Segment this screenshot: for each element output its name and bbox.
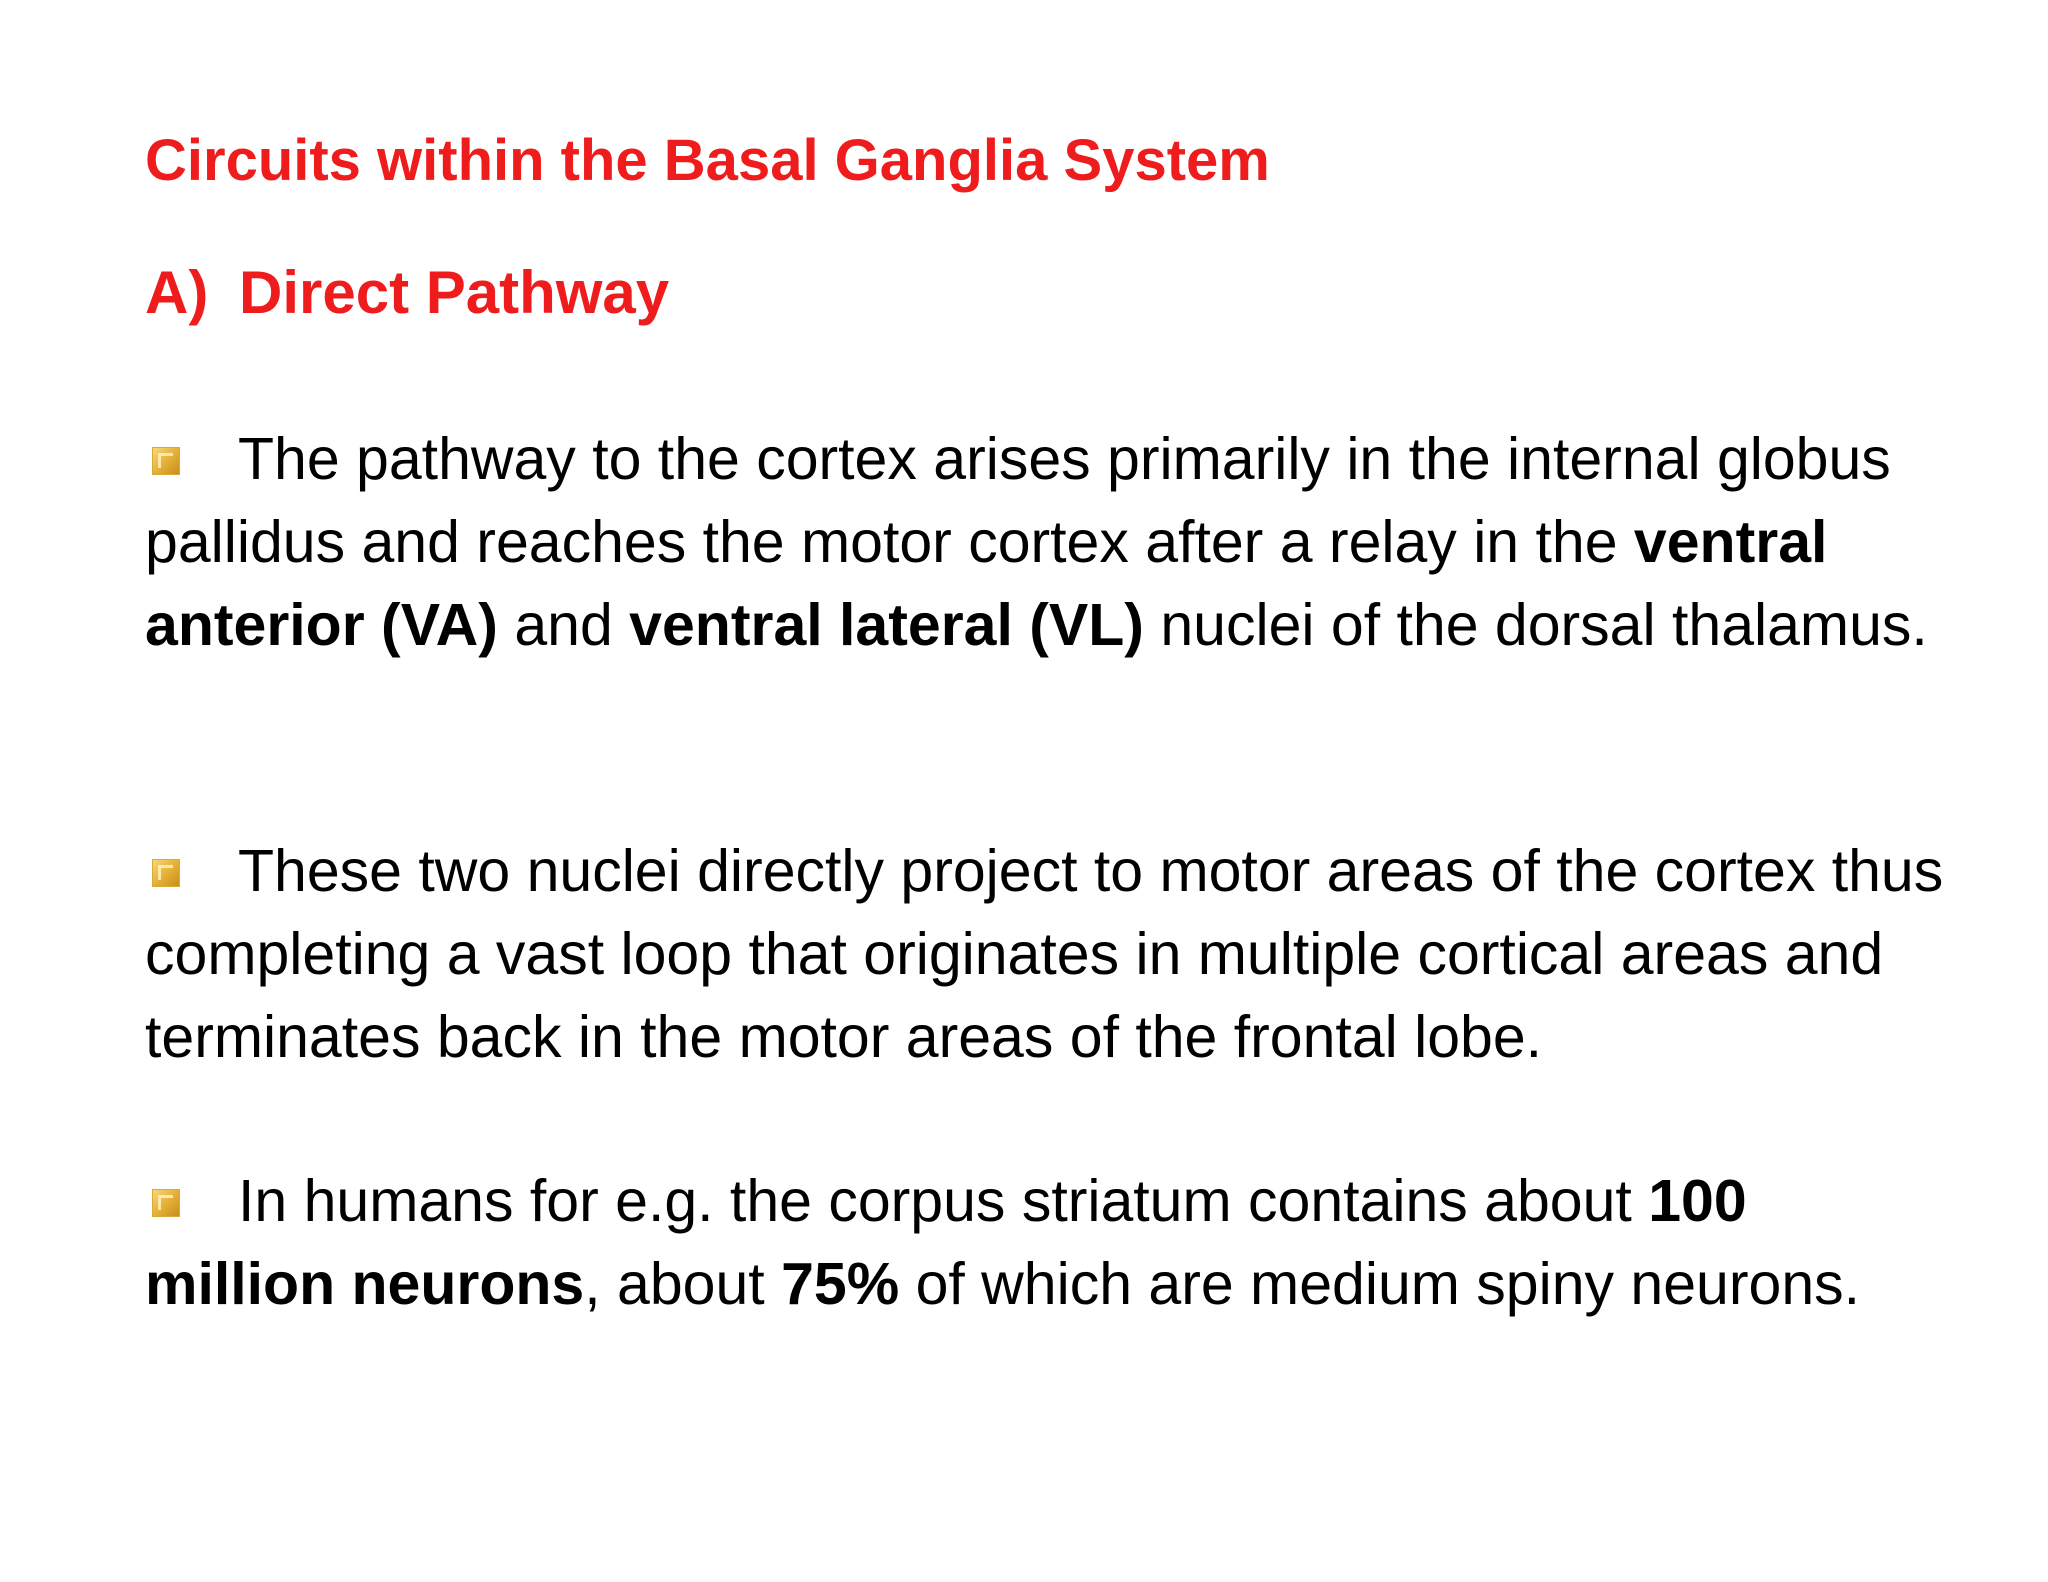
bullet-3-text-part-3: of which are medium spiny neurons. — [899, 1251, 1861, 1317]
bullet-1-bold-ventral-lateral: ventral lateral (VL) — [629, 592, 1144, 658]
bullet-1-text-part-2: and — [497, 592, 630, 658]
square-bullet-icon — [152, 859, 180, 887]
bullet-paragraph-3 — [145, 1160, 1945, 1326]
bullet-3-bold-percentage: 75% — [781, 1251, 900, 1317]
section-marker: A) — [145, 259, 209, 326]
bullet-1-text-part-1: The pathway to the cortex arises primarily in the internal globus pallidus and reaches the motor cortex after a relay in the — [145, 426, 1891, 575]
bullet-1-text-part-3: nuclei of the dorsal thalamus. — [1143, 592, 1928, 658]
bullet-1-bold-ventral-anterior: ventral anterior (VA) — [145, 509, 1828, 658]
bullet-2-text: These two nuclei directly project to motor areas of the cortex thus completing a vast loop that originates in multiple cortical areas and terminates back in the motor areas of the frontal lobe. — [145, 838, 1944, 1070]
bullet-paragraph-1 — [145, 418, 1945, 667]
bullet-3-bold-neuron-count: 100 million neurons — [145, 1168, 1747, 1317]
square-bullet-icon — [152, 1189, 180, 1217]
bullet-3-text-part-1: In humans for e.g. the corpus striatum contains about — [238, 1168, 1649, 1234]
slide-title: Circuits within the Basal Ganglia System — [145, 128, 1270, 193]
bullet-3-text-part-2: , about — [584, 1251, 782, 1317]
section-heading — [145, 257, 669, 329]
square-bullet-icon — [152, 447, 180, 475]
section-heading-text: Direct Pathway — [239, 259, 670, 326]
bullet-paragraph-2 — [145, 830, 1945, 1079]
